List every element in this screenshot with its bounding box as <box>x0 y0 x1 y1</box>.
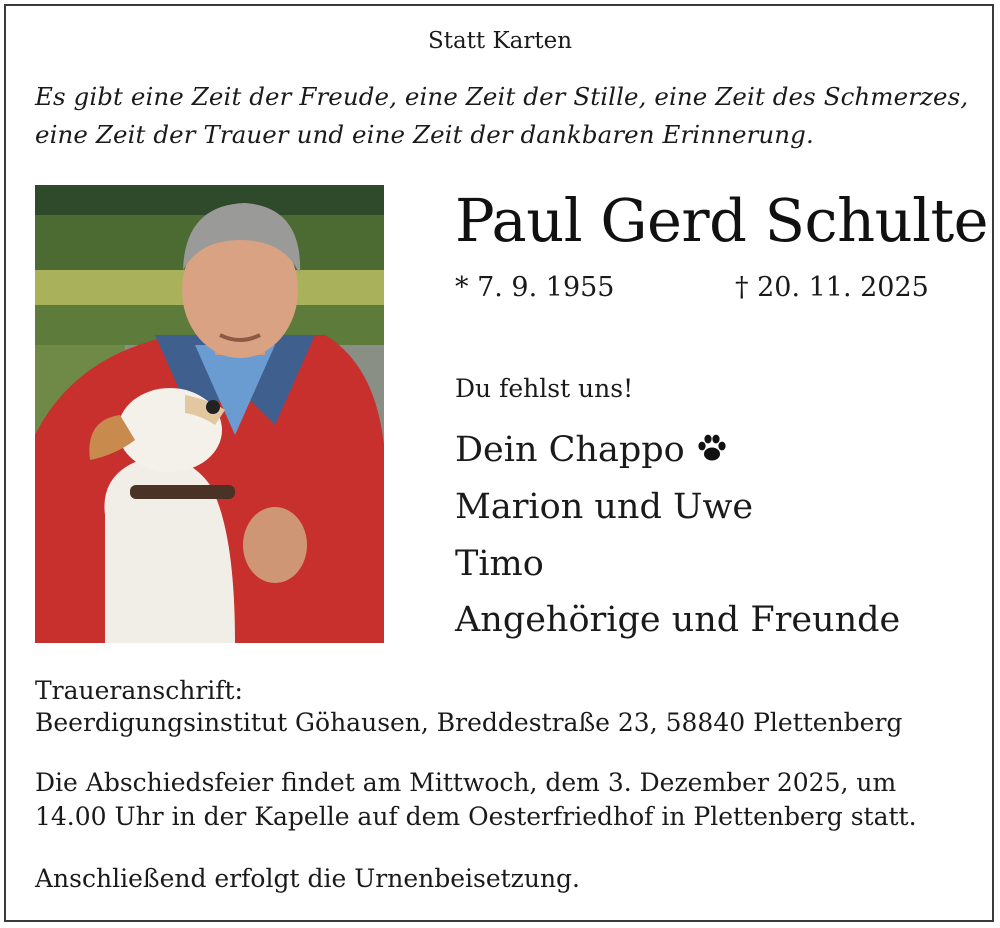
pre-title: Statt Karten <box>427 28 573 54</box>
ceremony-line-2: 14.00 Uhr in der Kapelle auf dem Oesterfriedhof in Plettenberg statt. <box>35 802 917 831</box>
farewell-message: Du fehlst uns! <box>455 374 634 403</box>
address-label: Traueranschrift: <box>35 676 243 705</box>
paw-icon <box>695 432 729 472</box>
ceremony-line-1: Die Abschiedsfeier findet am Mittwoch, dem 3. Dezember 2025, um <box>35 768 897 797</box>
death-date: † 20. 11. 2025 <box>735 272 929 303</box>
mourner-line: Marion und Uwe <box>455 487 754 527</box>
deceased-name: Paul Gerd Schulte <box>455 186 989 255</box>
mourner-line: Timo <box>455 544 544 584</box>
burial-note: Anschließend erfolgt die Urnenbeisetzung. <box>35 864 581 893</box>
quote-line-1: Es gibt eine Zeit der Freude, eine Zeit der Stille, eine Zeit des Schmerzes, <box>35 82 969 111</box>
birth-date: * 7. 9. 1955 <box>455 272 615 303</box>
quote-line-2: eine Zeit der Trauer und eine Zeit der dankbaren Erinnerung. <box>35 120 814 149</box>
portrait-photo <box>35 185 384 643</box>
mourner-line: Angehörige und Freunde <box>455 600 901 640</box>
mourner-text: Dein Chappo <box>455 430 685 470</box>
mourner-line <box>455 430 729 472</box>
address-value: Beerdigungsinstitut Göhausen, Breddestraße 23, 58840 Plettenberg <box>35 708 903 737</box>
